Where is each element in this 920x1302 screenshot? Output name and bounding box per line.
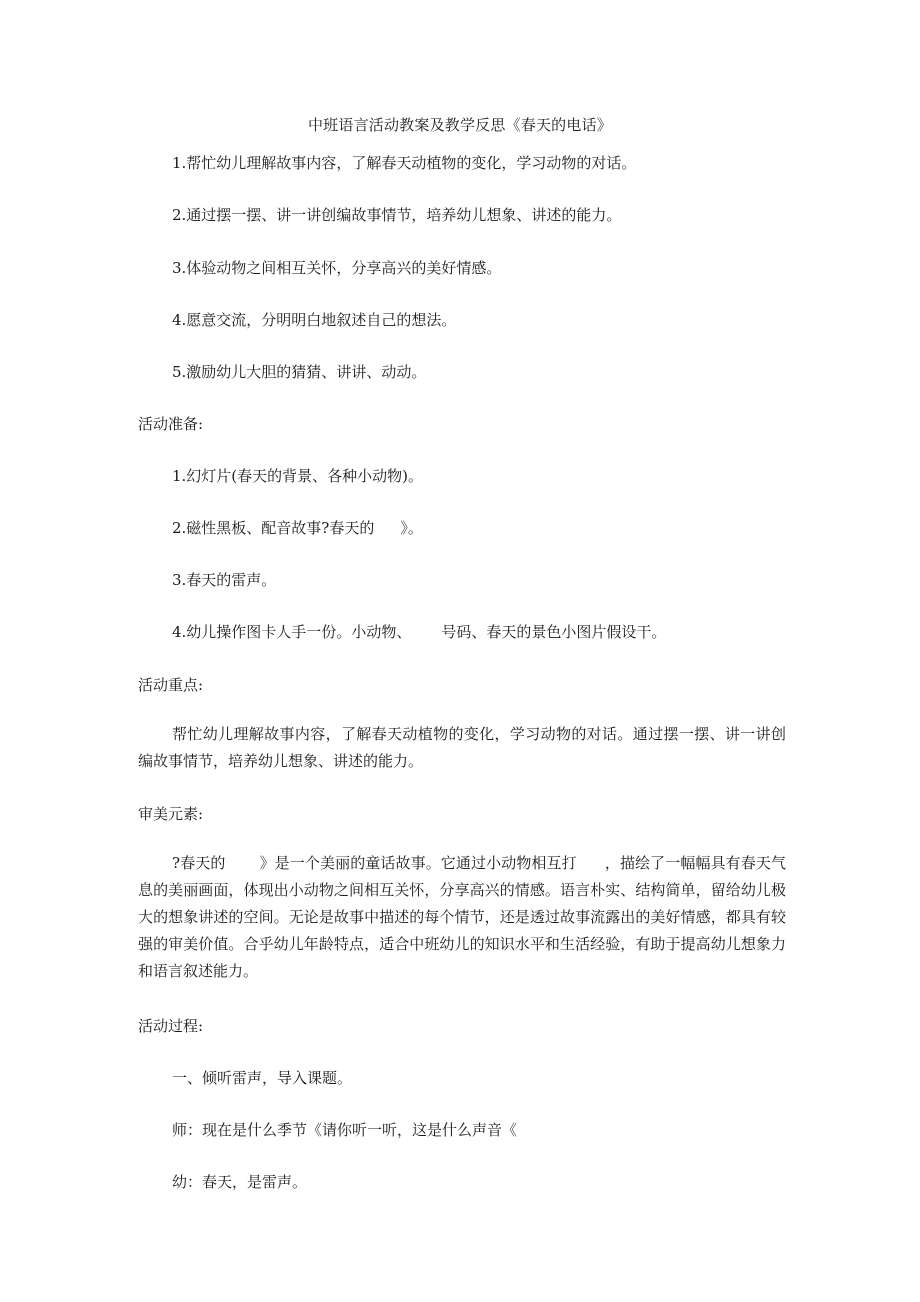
prep-item-2-text-a: 2.磁性黑板、配音故事?春天的 (172, 519, 375, 537)
prep-item-1: 1.幻灯片(春天的背景、各种小动物)。 (172, 467, 424, 485)
aesthetic-text-3: ，描绘了一幅幅具有春天气息的美丽画面，体现出小动物之间相互关怀，分享高兴的情感。语言朴实、结构简单，留给幼儿极大的想象讲述的空间。无论是故事中描述的每个情节，还是透过故事流露出的美好情感，都具有较强的审美价值。合乎幼儿年龄特点，适合中班幼儿的知识水平和生活经验，有助于提高幼儿想象力和语言叙述能力。 (138, 854, 786, 980)
prep-item-3: 3.春天的雷声。 (172, 571, 277, 589)
process-step-1: 一、倾听雷声，导入课题。 (172, 1069, 353, 1087)
focus-paragraph: 帮忙幼儿理解故事内容，了解春天动植物的变化，学习动物的对话。通过摆一摆、讲一讲创编故事情节，培养幼儿想象、讲述的能力。 (138, 725, 786, 770)
process-heading: 活动过程: (138, 1017, 204, 1035)
goal-2: 2.通过摆一摆、讲一讲创编故事情节，培养幼儿想象、讲述的能力。 (172, 206, 622, 224)
focus-heading: 活动重点: (138, 676, 204, 694)
goal-5: 5.激励幼儿大胆的猜猜、讲讲、动动。 (172, 363, 427, 381)
aesthetic-paragraph (138, 850, 786, 985)
goal-1: 1.帮忙幼儿理解故事内容，了解春天动植物的变化，学习动物的对话。 (172, 154, 637, 172)
aesthetic-heading: 审美元素: (138, 805, 204, 823)
goal-4: 4.愿意交流，分明明白地叙述自己的想法。 (172, 311, 457, 329)
aesthetic-text-1: ?春天的 (172, 854, 226, 872)
prep-item-4 (172, 622, 666, 642)
prep-item-4-text-b: 号码、春天的景色小图片假设干。 (441, 623, 667, 641)
document-title: 中班语言活动教案及教学反思《春天的电话》 (307, 116, 612, 134)
prep-item-2 (172, 518, 423, 538)
process-teacher-line: 师：现在是什么季节《请你听一听，这是什么声音《 (172, 1121, 518, 1139)
goal-3: 3.体验动物之间相互关怀，分享高兴的美好情感。 (172, 259, 502, 277)
prep-item-4-text-a: 4.幼儿操作图卡人手一份。小动物、 (172, 623, 412, 641)
process-child-line: 幼：春天，是雷声。 (172, 1173, 308, 1191)
aesthetic-text-2: 》是一个美丽的童话故事。它通过小动物相互打 (259, 854, 577, 872)
prep-item-2-text-b: 》。 (400, 519, 423, 537)
prep-heading: 活动准备: (138, 415, 204, 433)
